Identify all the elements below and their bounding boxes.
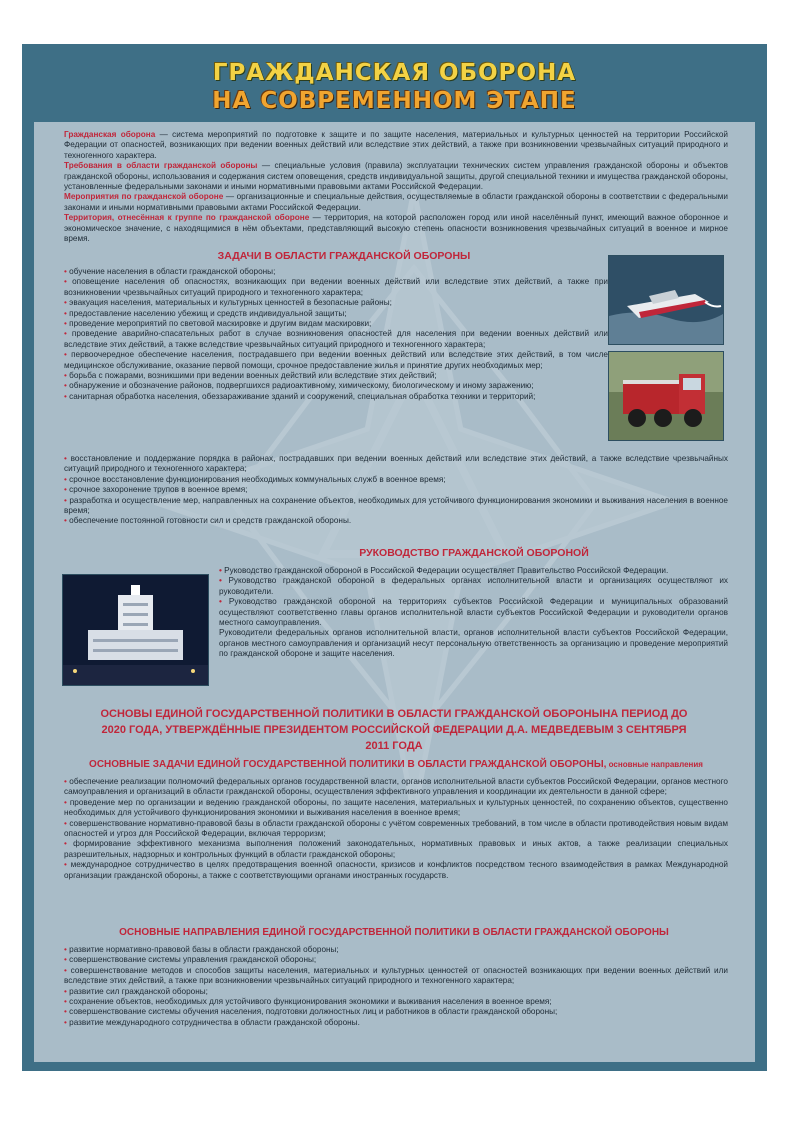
- definition-term: Мероприятия по гражданской обороне: [64, 192, 224, 202]
- policy-heading: ОСНОВЫ ЕДИНОЙ ГОСУДАРСТВЕННОЙ ПОЛИТИКИ В ОБЛАСТИ ГРАЖДАНСКОЙ ОБОРОНЫНА ПЕРИОД ДО 2020 ГОДА, УТВЕРЖДЁННЫЕ ПРЕЗИДЕНТОМ РОССИЙСКОЙ ФЕДЕРАЦИИ Д.А. МЕДВЕДЕВЫМ 3 СЕНТЯБРЯ 2011 ГОДА: [100, 708, 688, 752]
- fire-truck-photo: [608, 351, 724, 441]
- title-line-2: НА СОВРЕМЕННОМ ЭТАПЕ: [212, 88, 577, 114]
- definition-2: [64, 161, 728, 192]
- list-item: • международное сотрудничество в целях предотвращения военной опасности, кризисов и конфликтов посредством тесного взаимодействия в рамках Международной организации гражданской обороны, а также с соответствующими органами иностранных государств.: [64, 860, 728, 881]
- list-item: • развитие нормативно-правовой базы в области гражданской обороны;: [64, 945, 728, 955]
- definition-text: — организационные и специальные действия, осуществляемые в области гражданской обороны в соответствии с федеральными законами и иными нормативными правовыми актами Российской Федерации.: [64, 192, 728, 212]
- main-tasks-heading: ОСНОВНЫЕ ЗАДАЧИ ЕДИНОЙ ГОСУДАРСТВЕННОЙ ПОЛИТИКИ В ОБЛАСТИ ГРАЖДАНСКОЙ ОБОРОНЫ, основные направления: [89, 759, 703, 770]
- list-item: • оповещение населения об опасностях, возникающих при ведении военных действий или вследствие этих действий, а также при возникновении чрезвычайных ситуаций природного и техногенного характера;: [64, 277, 608, 298]
- leadership-text: [219, 566, 728, 660]
- leadership-item: • Руководство гражданской обороной в Российской Федерации осуществляет Правительство Российской Федерации.: [219, 566, 669, 575]
- list-item: • совершенствование системы обучения населения, подготовки должностных лиц и работников в области гражданской обороны;: [64, 1007, 728, 1017]
- tasks-heading: ЗАДАЧИ В ОБЛАСТИ ГРАЖДАНСКОЙ ОБОРОНЫ: [217, 250, 471, 262]
- list-item: • предоставление населению убежищ и средств индивидуальной защиты;: [64, 309, 608, 319]
- definition-text: — система мероприятий по подготовке к защите и по защите населения, материальных и культурных ценностей на территории Российской Федерации от опасностей, возникающих при ведении военных действий или вследствие этих действий, а также при возникновении чрезвычайных ситуаций природного и техногенного характера.: [64, 130, 728, 160]
- list-item: • первоочередное обеспечение населения, пострадавшего при ведении военных действий или вследствие этих действий, в том числе медицинское обслуживание, оказание первой помощи, срочное предоставление жилья и принятие других необходимых мер;: [64, 350, 608, 371]
- list-item: • развитие международного сотрудничества в области гражданской обороны.: [64, 1018, 728, 1028]
- list-item: • формирование эффективного механизма выполнения положений законодательных, нормативных правовых и иных актов, а также реализации специальных разрешительных, надзорных и контрольных функций в области гражданской обороны;: [64, 839, 728, 860]
- definitions-block: [64, 130, 728, 244]
- list-item: • срочное восстановление функционирования необходимых коммунальных служб в военное время;: [64, 475, 728, 485]
- definition-text: — территория, на которой расположен город или иной населённый пункт, имеющий важное оборонное и экономическое значение, с находящимися в нём объектами, представляющий высокую степень опасности возникновения чрезвычайных ситуаций в военное и мирное время.: [64, 213, 728, 244]
- list-item: • совершенствование нормативно-правовой базы в области гражданской обороны с учётом современных требований, в том числе в области противодействия новым видам опасностей и угроз для Российской Федерации, включая терроризм;: [64, 819, 728, 840]
- leadership-heading: РУКОВОДСТВО ГРАЖДАНСКОЙ ОБОРОНОЙ: [359, 547, 589, 559]
- tasks-list: [64, 267, 608, 402]
- definition-term: Гражданская оборона: [64, 130, 156, 139]
- list-item: • сохранение объектов, необходимых для устойчивого функционирования экономики и выживания населения в военное время;: [64, 997, 728, 1007]
- title-line-1: ГРАЖДАНСКАЯ ОБОРОНА: [212, 60, 577, 86]
- list-item: • обнаружение и обозначение районов, подвергшихся радиоактивному, химическому, биологическому и иному заражению;: [64, 381, 608, 391]
- leadership-closing: Руководители федеральных органов исполнительной власти, органов исполнительной власти субъектов Российской Федерации, органов местного самоуправления и организаций несут персональную ответственность за организацию и проведение мероприятий по гражданской обороне и защите населения.: [219, 628, 728, 659]
- poster: [22, 44, 767, 1071]
- list-item: • проведение мер по организации и ведению гражданской обороны, по защите населения, материальных и культурных ценностей, по сохранению объектов, существенно необходимых для устойчивого функционирования экономики и выживания населения в военное время;: [64, 798, 728, 819]
- list-item: • обеспечение реализации полномочий федеральных органов государственной власти, органов исполнительной власти субъектов Российской Федерации, органов местного самоуправления и организаций в области гражданской обороны, осуществления эффективного управления и координации их деятельности в данной сфере;: [64, 777, 728, 798]
- list-item: • совершенствование системы управления гражданской обороны;: [64, 955, 728, 965]
- definition-term: Территория, отнесённая к группе по гражданской обороне: [64, 213, 310, 223]
- definition-4: [64, 213, 728, 244]
- leadership-item: • Руководство гражданской обороной на территориях субъектов Российской Федерации и муниципальных образований осуществляют соответственно главы органов исполнительной власти субъектов Российской Федерации и руководители органов местного самоуправления.: [219, 597, 728, 628]
- definition-3: [64, 192, 728, 213]
- list-item: • проведение аварийно-спасательных работ в случае возникновения опасностей для населения при ведении военных действий или вследствие этих действий, а также вследствие чрезвычайных ситуаций природного и техногенного характера;: [64, 329, 608, 350]
- list-item: • эвакуация населения, материальных и культурных ценностей в безопасные районы;: [64, 298, 608, 308]
- rescue-boat-photo: [608, 255, 724, 345]
- government-building-photo: [62, 574, 209, 686]
- list-item: • совершенствование методов и способов защиты населения, материальных и культурных ценностей от опасностей возникающих при ведении военных действий или вследствие этих действий, а также при возникновении чрезвычайных ситуаций природного и техногенного характера;: [64, 966, 728, 987]
- list-item: • обеспечение постоянной готовности сил и средств гражданской обороны.: [64, 516, 728, 526]
- tasks-list-continued: [64, 454, 728, 527]
- list-item: • развитие сил гражданской обороны;: [64, 987, 728, 997]
- list-item: • восстановление и поддержание порядка в районах, пострадавших при ведении военных действий или вследствие этих действий, а также вследствие чрезвычайных ситуаций природного и техногенного характера;: [64, 454, 728, 475]
- definition-term: Требования в области гражданской обороны: [64, 161, 258, 171]
- directions-list: [64, 945, 728, 1028]
- list-item: • борьба с пожарами, возникшими при ведении военных действий или вследствие этих действий;: [64, 371, 608, 381]
- definition-text: — специальные условия (правила) эксплуатации технических систем управления гражданской обороны и объектов гражданской обороны, использования и содержания систем оповещения, средств индивидуальной защиты, другой специальной техники и имущества гражданской обороны, установленные федеральными законами и иными нормативными правовыми актами Российской Федерации.: [64, 161, 728, 192]
- directions-heading: ОСНОВНЫЕ НАПРАВЛЕНИЯ ЕДИНОЙ ГОСУДАРСТВЕННОЙ ПОЛИТИКИ В ОБЛАСТИ ГРАЖДАНСКОЙ ОБОРОНЫ: [119, 927, 669, 938]
- list-item: • проведение мероприятий по световой маскировке и другим видам маскировки;: [64, 319, 608, 329]
- main-tasks-list: [64, 777, 728, 881]
- list-item: • срочное захоронение трупов в военное время;: [64, 485, 728, 495]
- list-item: • обучение населения в области гражданской обороны;: [64, 267, 608, 277]
- definition-1: [64, 130, 728, 161]
- leadership-item: • Руководство гражданской обороной в федеральных органах исполнительной власти и организациях осуществляют их руководители.: [219, 576, 728, 596]
- list-item: • разработка и осуществление мер, направленных на сохранение объектов, необходимых для устойчивого функционирования экономики и выживания населения в военное время;: [64, 496, 728, 517]
- list-item: • санитарная обработка населения, обеззараживание зданий и сооружений, специальная обработка техники и территорий;: [64, 392, 608, 402]
- content-panel: [34, 122, 755, 1062]
